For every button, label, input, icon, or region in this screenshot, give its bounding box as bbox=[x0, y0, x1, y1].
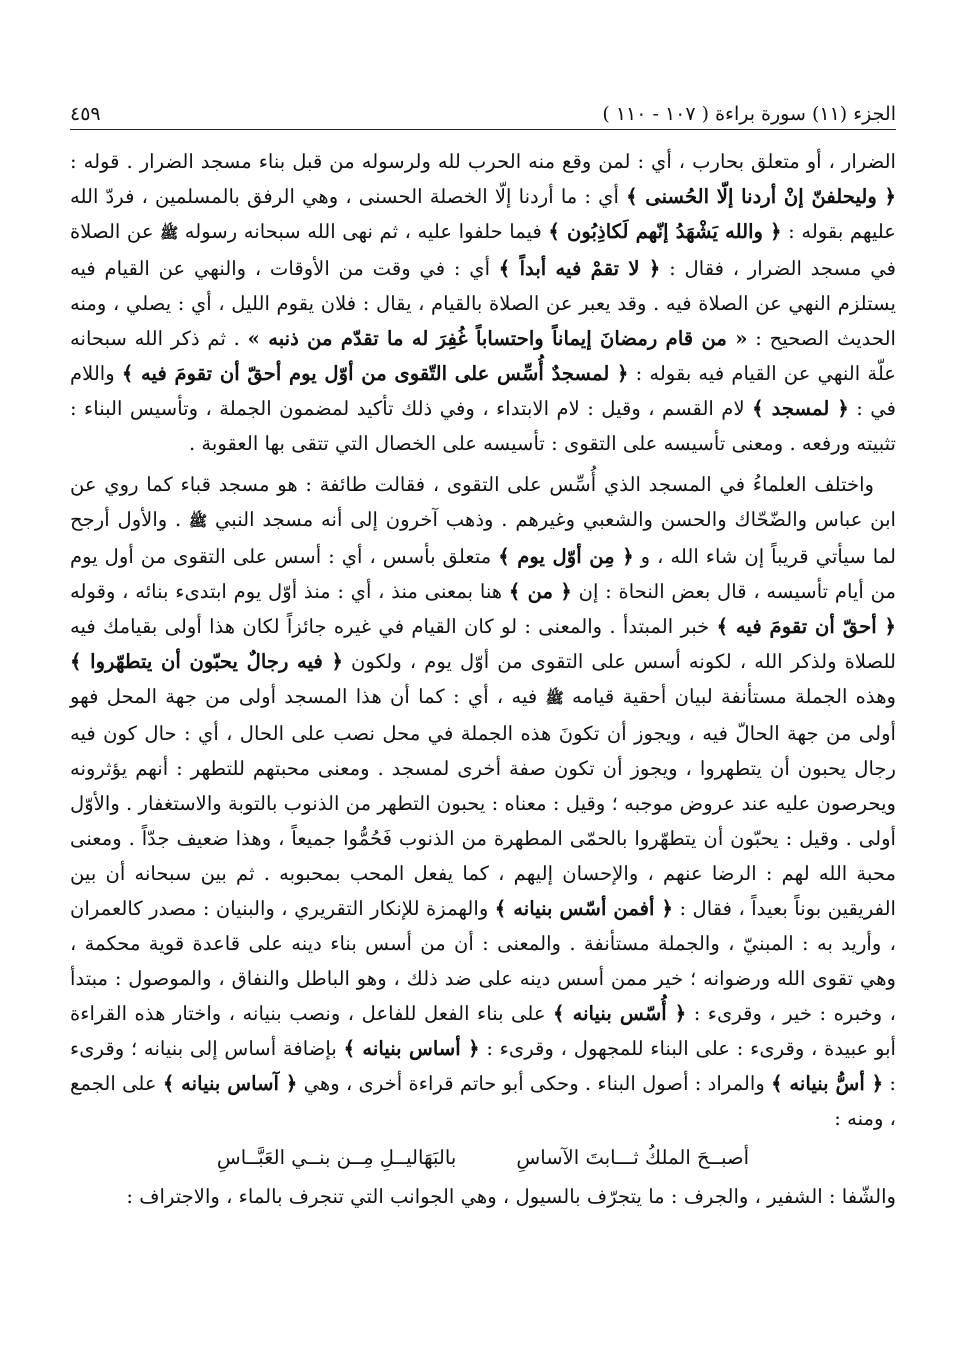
paragraph-1 bbox=[70, 144, 896, 461]
closing-paragraph: والشّفا : الشفير ، والجرف : ما يتجرّف بالسيول ، وهي الجوانب التي تنجرف بالماء ، والاجتراف : bbox=[126, 1185, 896, 1208]
text-run: . والأول أرجح لما سيأتي قريباً إن شاء الله ، و bbox=[70, 508, 896, 568]
text-run: . ثم ذكر الله سبحانه علّة النهي عن القيام فيه بقوله : bbox=[70, 327, 897, 385]
text-run: فيما حلفوا عليه ، ثم نهى الله سبحانه رسوله bbox=[178, 220, 549, 243]
quoted-text: ﴿ مِن أوّل يوم ﴾ bbox=[498, 545, 634, 568]
text-run: متعلق بأسس ، أي : أسس على التقوى من أول يوم من أيام تأسيسه ، قال بعض النحاة : إن bbox=[70, 545, 897, 603]
quoted-text: ﴿ لا تقمْ فيه أبداً ﴾ bbox=[498, 257, 661, 280]
quoted-text: ﴿ لمسجدٌ أُسِّس على التّقوى من أوّل يوم أحقّ أن تقومَ فيه ﴾ bbox=[121, 362, 629, 385]
text-run: والهمزة للإنكار التقريري ، والبنيان : مصدر كالعمران ، وأريد به : المبنيّ ، والجملة مستأنفة . والمعنى : أن من أسس بناء دينه على قاعدة قوية محكمة ، وهي تقوى الله ورضوانه ؛ خير ممن أسس دينه على ضد ذلك ، وهو الباطل والنفاق ، والموصول : مبتدأ ، وخبره : خير ، وقرىء : bbox=[70, 897, 896, 1025]
quoted-text: ﴿ أحقّ أن تقومَ فيه ﴾ bbox=[716, 615, 896, 638]
text-run: وهذه الجملة مستأنفة لبيان أحقية قيامه bbox=[563, 685, 896, 708]
salawat-symbol: ﷺ bbox=[189, 512, 208, 530]
text-run: واختلف العلماءُ في المسجد الذي أُسِّس على التقوى ، فقالت طائفة : هو مسجد قباء كما روي عن ابن عباس والضّحّاك والحسن والشعبي وغيرهم . وذهب آخرون إلى أنه مسجد النبي bbox=[70, 473, 896, 531]
text-run: هنا بمعنى منذ ، أي : منذ أوّل يوم ابتدىء بنائه ، وقوله bbox=[70, 580, 509, 603]
verse-line bbox=[70, 1140, 896, 1175]
text-run: واللام في : bbox=[70, 362, 896, 420]
quoted-text: ﴿ وليحلفنّ إنْ أردنا إلّا الحُسنى ﴾ bbox=[626, 185, 896, 208]
text-run: على الجمع ، ومنه : bbox=[70, 1072, 896, 1130]
quoted-text: ﴿ أساس بنيانه ﴾ bbox=[343, 1037, 480, 1060]
quoted-text: ﴿ أسُّ بنيانه ﴾ bbox=[771, 1072, 884, 1095]
text-run: فيه ، أي : كما أن هذا المسجد أولى من جهة المحل فهو أولى من جهة الحالّ فيه ، ويجوز أن تكونَ هذه الجملة في محل نصب على الحال ، أي : حال كون فيه رجال يحبون أن يتطهروا ، ويجوز أن تكون صفة أخرى لمسجد . ومعنى محبتهم للتطهر : أنهم يؤثرونه ويحرصون عليه عند عروض موجبه ؛ وقيل : معناه : يحبون التطهر من الذنوب بالتوبة والاستغفار . والأوّل أولى . وقيل : يحبّون أن يتطهّروا بالحمّى المطهرة من الذنوب فَحُمُّوا جميعاً ، وهذا ضعيف جدّاً . ومعنى محبة الله لهم : الرضا عنهم ، والإحسان إليهم ، كما يفعل المحب بمحبوبه . ثم بين سبحانه أن بين الفريقين بوناً بعيداً ، فقال : bbox=[70, 685, 897, 920]
salawat-symbol: ﷺ bbox=[160, 224, 179, 242]
body-text bbox=[70, 144, 896, 1214]
verse-first-hemistich: أصبــحَ الملكُ ثـــابتَ الآساسِ bbox=[516, 1146, 750, 1169]
quoted-text: ﴿ فيه رجالٌ يحبّون أن يتطهّروا ﴾ bbox=[70, 650, 343, 673]
page-number: ٤٥٩ bbox=[70, 103, 101, 125]
salawat-symbol: ﷺ bbox=[545, 689, 564, 707]
text-run: والمراد : أصول البناء . وحكى أبو حاتم قراءة أخرى ، وهي bbox=[297, 1072, 772, 1095]
quoted-text: « من قام رمضانَ إيماناً واحتساباً غُفِرَ له ما تقدّم من ذنبه » bbox=[247, 327, 748, 350]
quoted-text: ﴿ لمسجد ﴾ bbox=[752, 397, 849, 420]
text-run: لام القسم ، وقيل : لام الابتداء ، وفي ذلك تأكيد لمضمون الجملة ، وتأسيس البناء : تثبيته ورفعه . ومعنى تأسيسه على التقوى : تأسيسه على الخصال التي تتقى بها العقوبة . bbox=[70, 397, 896, 455]
quoted-text: ﴿ أُسّس بنيانه ﴾ bbox=[553, 1002, 687, 1025]
quoted-text: ﴿ آساس بنيانه ﴾ bbox=[162, 1072, 298, 1095]
text-run: أي : ما أردنا إلّا الخصلة الحسنى ، وهي الرفق بالمسلمين ، فردّ الله عليهم بقوله : bbox=[70, 185, 896, 243]
quoted-text: ﴿ والله يَشْهَدُ إنّهم لَكاذِبُون ﴾ bbox=[548, 220, 782, 243]
text-run: بإضافة أساس إلى بنيانه ؛ وقرىء : bbox=[70, 1037, 896, 1095]
running-header bbox=[70, 96, 896, 130]
text-run: عن الصلاة في مسجد الضرار ، فقال : bbox=[70, 220, 896, 280]
paragraph-2 bbox=[70, 467, 896, 1136]
text-run: على بناء الفعل للفاعل ، ونصب بنيانه ، واختار هذه القراءة أبو عبيدة ، وقرىء : على البناء للمجهول ، وقرىء : bbox=[70, 1002, 896, 1060]
verse-second-hemistich: بالبَهَاليــلِ مِــن بنــي العَبَّــاسِ bbox=[216, 1146, 457, 1169]
text-run: الضرار ، أو متعلق بحارب ، أي : لمن وقع منه الحرب لله ولرسوله من قبل بناء مسجد الضرار . قوله : bbox=[70, 150, 896, 173]
quoted-text: ﴿ من ﴾ bbox=[508, 580, 572, 603]
text-run: أي : في وقت من الأوقات ، والنهي عن القيام فيه يستلزم النهي عن الصلاة فيه . وقد يعبر عن الصلاة بالقيام ، يقال : فلان يقوم الليل ، أي : يصلي ، ومنه الحديث الصحيح : bbox=[70, 257, 896, 350]
text-run: خبر المبتدأ . والمعنى : لو كان القيام في غيره جائزاً لكان هذا أولى بقيامك فيه للصلاة ولذكر الله ، لكونه أسس على التقوى من أوّل يوم ، ولكون bbox=[70, 615, 896, 673]
header-title: الجزء (١١) سورة براءة ( ١٠٧ - ١١٠ ) bbox=[602, 103, 896, 125]
quoted-text: ﴿ أفمن أسّس بنيانه ﴾ bbox=[494, 897, 674, 920]
